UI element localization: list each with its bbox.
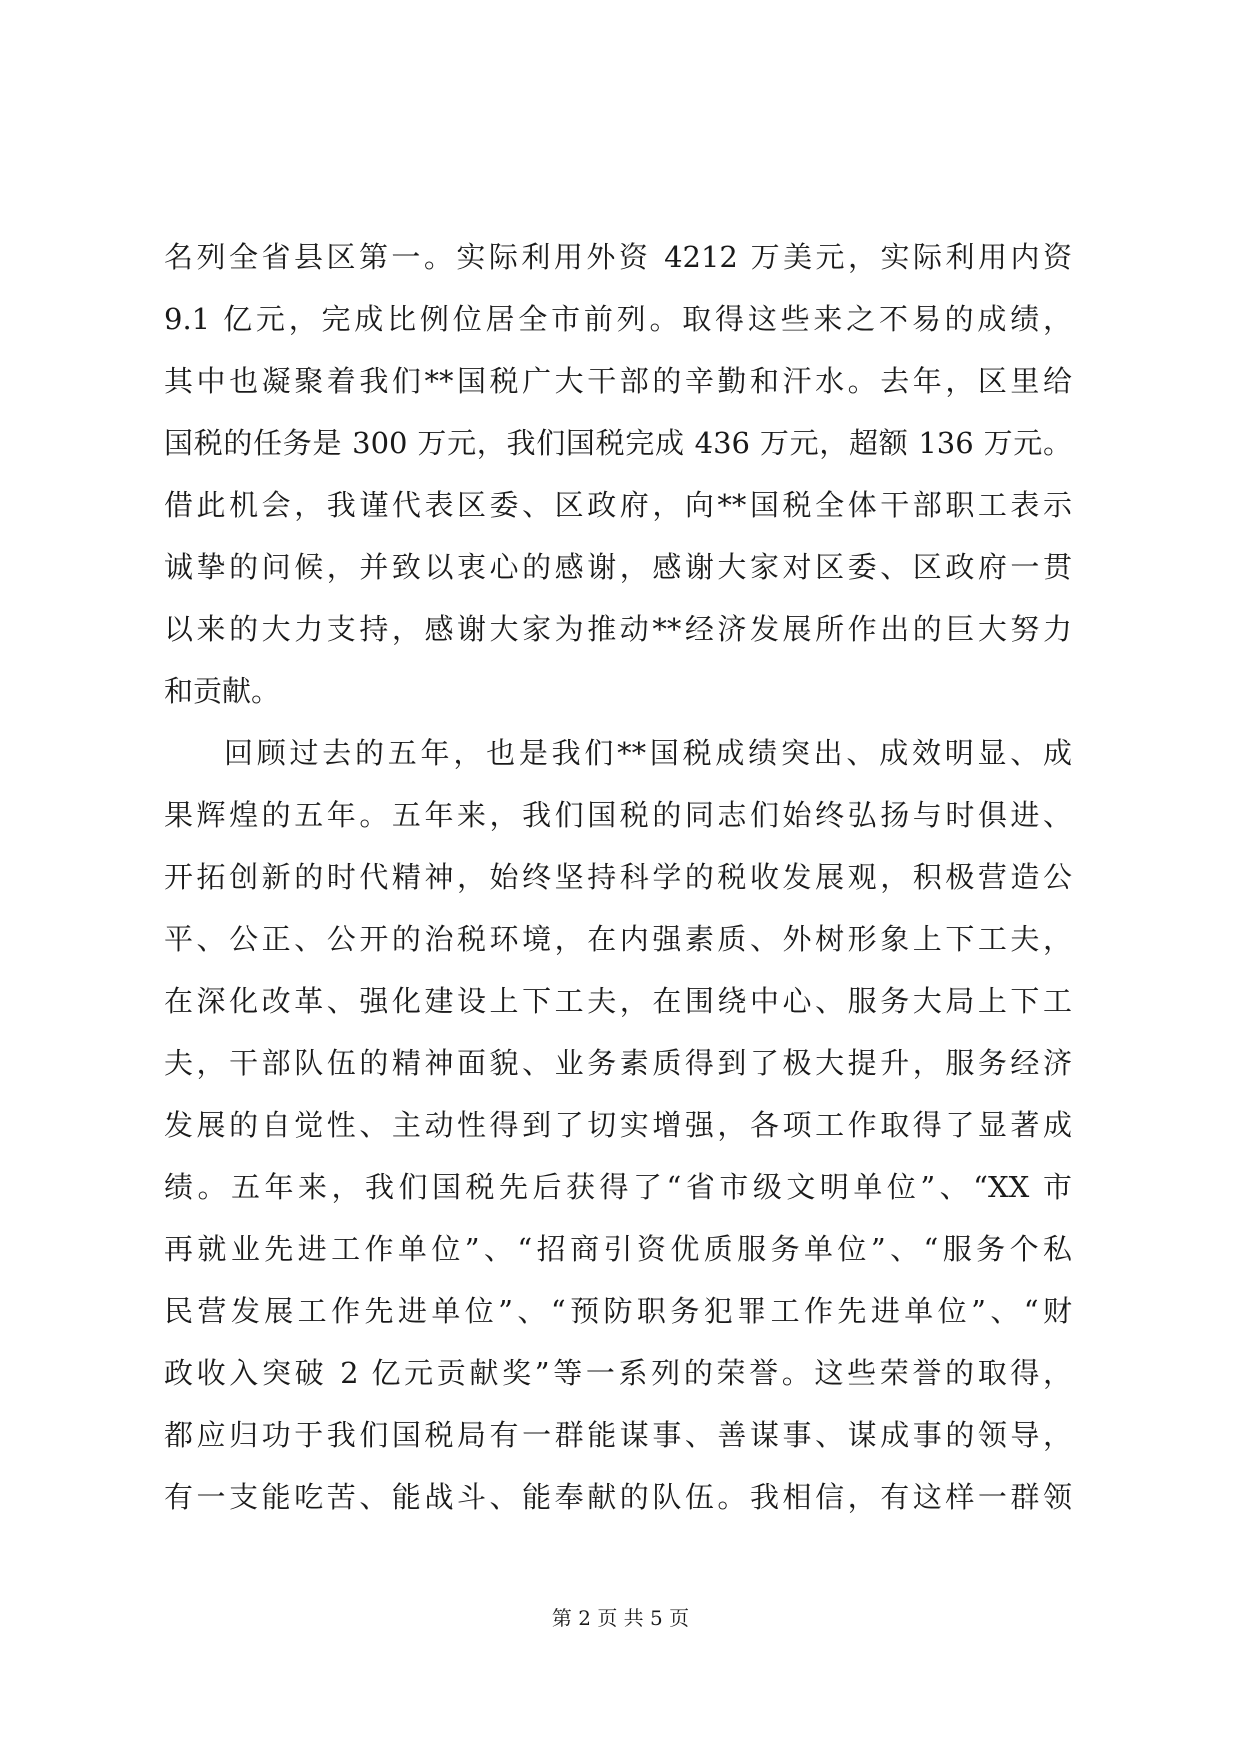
text-line: 有一支能吃苦、能战斗、能奉献的队伍。我相信，有这样一群领 (164, 1480, 1072, 1514)
text-line: 国税的任务是 300 万元，我们国税完成 436 万元，超额 136 万元。 (164, 426, 1072, 460)
text-line: 绩。五年来，我们国税先后获得了“省市级文明单位”、“XX 市 (164, 1170, 1072, 1204)
text-line: 其中也凝聚着我们**国税广大干部的辛勤和汗水。去年，区里给 (164, 364, 1072, 398)
paragraph (164, 722, 1072, 1528)
text-line: 和贡献。 (164, 674, 281, 708)
text-line: 名列全省县区第一。实际利用外资 4212 万美元，实际利用内资 (164, 240, 1072, 274)
text-line: 借此机会，我谨代表区委、区政府，向**国税全体干部职工表示 (164, 488, 1072, 522)
text-line: 开拓创新的时代精神，始终坚持科学的税收发展观，积极营造公 (164, 860, 1072, 894)
text-line: 诚挚的问候，并致以衷心的感谢，感谢大家对区委、区政府一贯 (164, 550, 1072, 584)
text-line: 政收入突破 2 亿元贡献奖”等一系列的荣誉。这些荣誉的取得， (164, 1356, 1072, 1390)
text-line: 再就业先进工作单位”、“招商引资优质服务单位”、“服务个私 (164, 1232, 1072, 1266)
text-line: 果辉煌的五年。五年来，我们国税的同志们始终弘扬与时俱进、 (164, 798, 1072, 832)
page-number-footer: 第 2 页 共 5 页 (551, 1606, 690, 1630)
text-line: 民营发展工作先进单位”、“预防职务犯罪工作先进单位”、“财 (164, 1294, 1072, 1328)
text-line: 夫，干部队伍的精神面貌、业务素质得到了极大提升，服务经济 (164, 1046, 1072, 1080)
text-line: 发展的自觉性、主动性得到了切实增强，各项工作取得了显著成 (164, 1108, 1072, 1142)
text-line: 在深化改革、强化建设上下工夫，在围绕中心、服务大局上下工 (164, 984, 1072, 1018)
text-line: 以来的大力支持，感谢大家为推动**经济发展所作出的巨大努力 (164, 612, 1072, 646)
text-line: 都应归功于我们国税局有一群能谋事、善谋事、谋成事的领导， (164, 1418, 1072, 1452)
text-line: 9.1 亿元，完成比例位居全市前列。取得这些来之不易的成绩， (164, 302, 1072, 336)
text-line: 回顾过去的五年，也是我们**国税成绩突出、成效明显、成 (224, 736, 1072, 770)
text-line: 平、公正、公开的治税环境，在内强素质、外树形象上下工夫， (164, 922, 1072, 956)
document-body (164, 226, 1072, 1528)
paragraph (164, 226, 1072, 722)
